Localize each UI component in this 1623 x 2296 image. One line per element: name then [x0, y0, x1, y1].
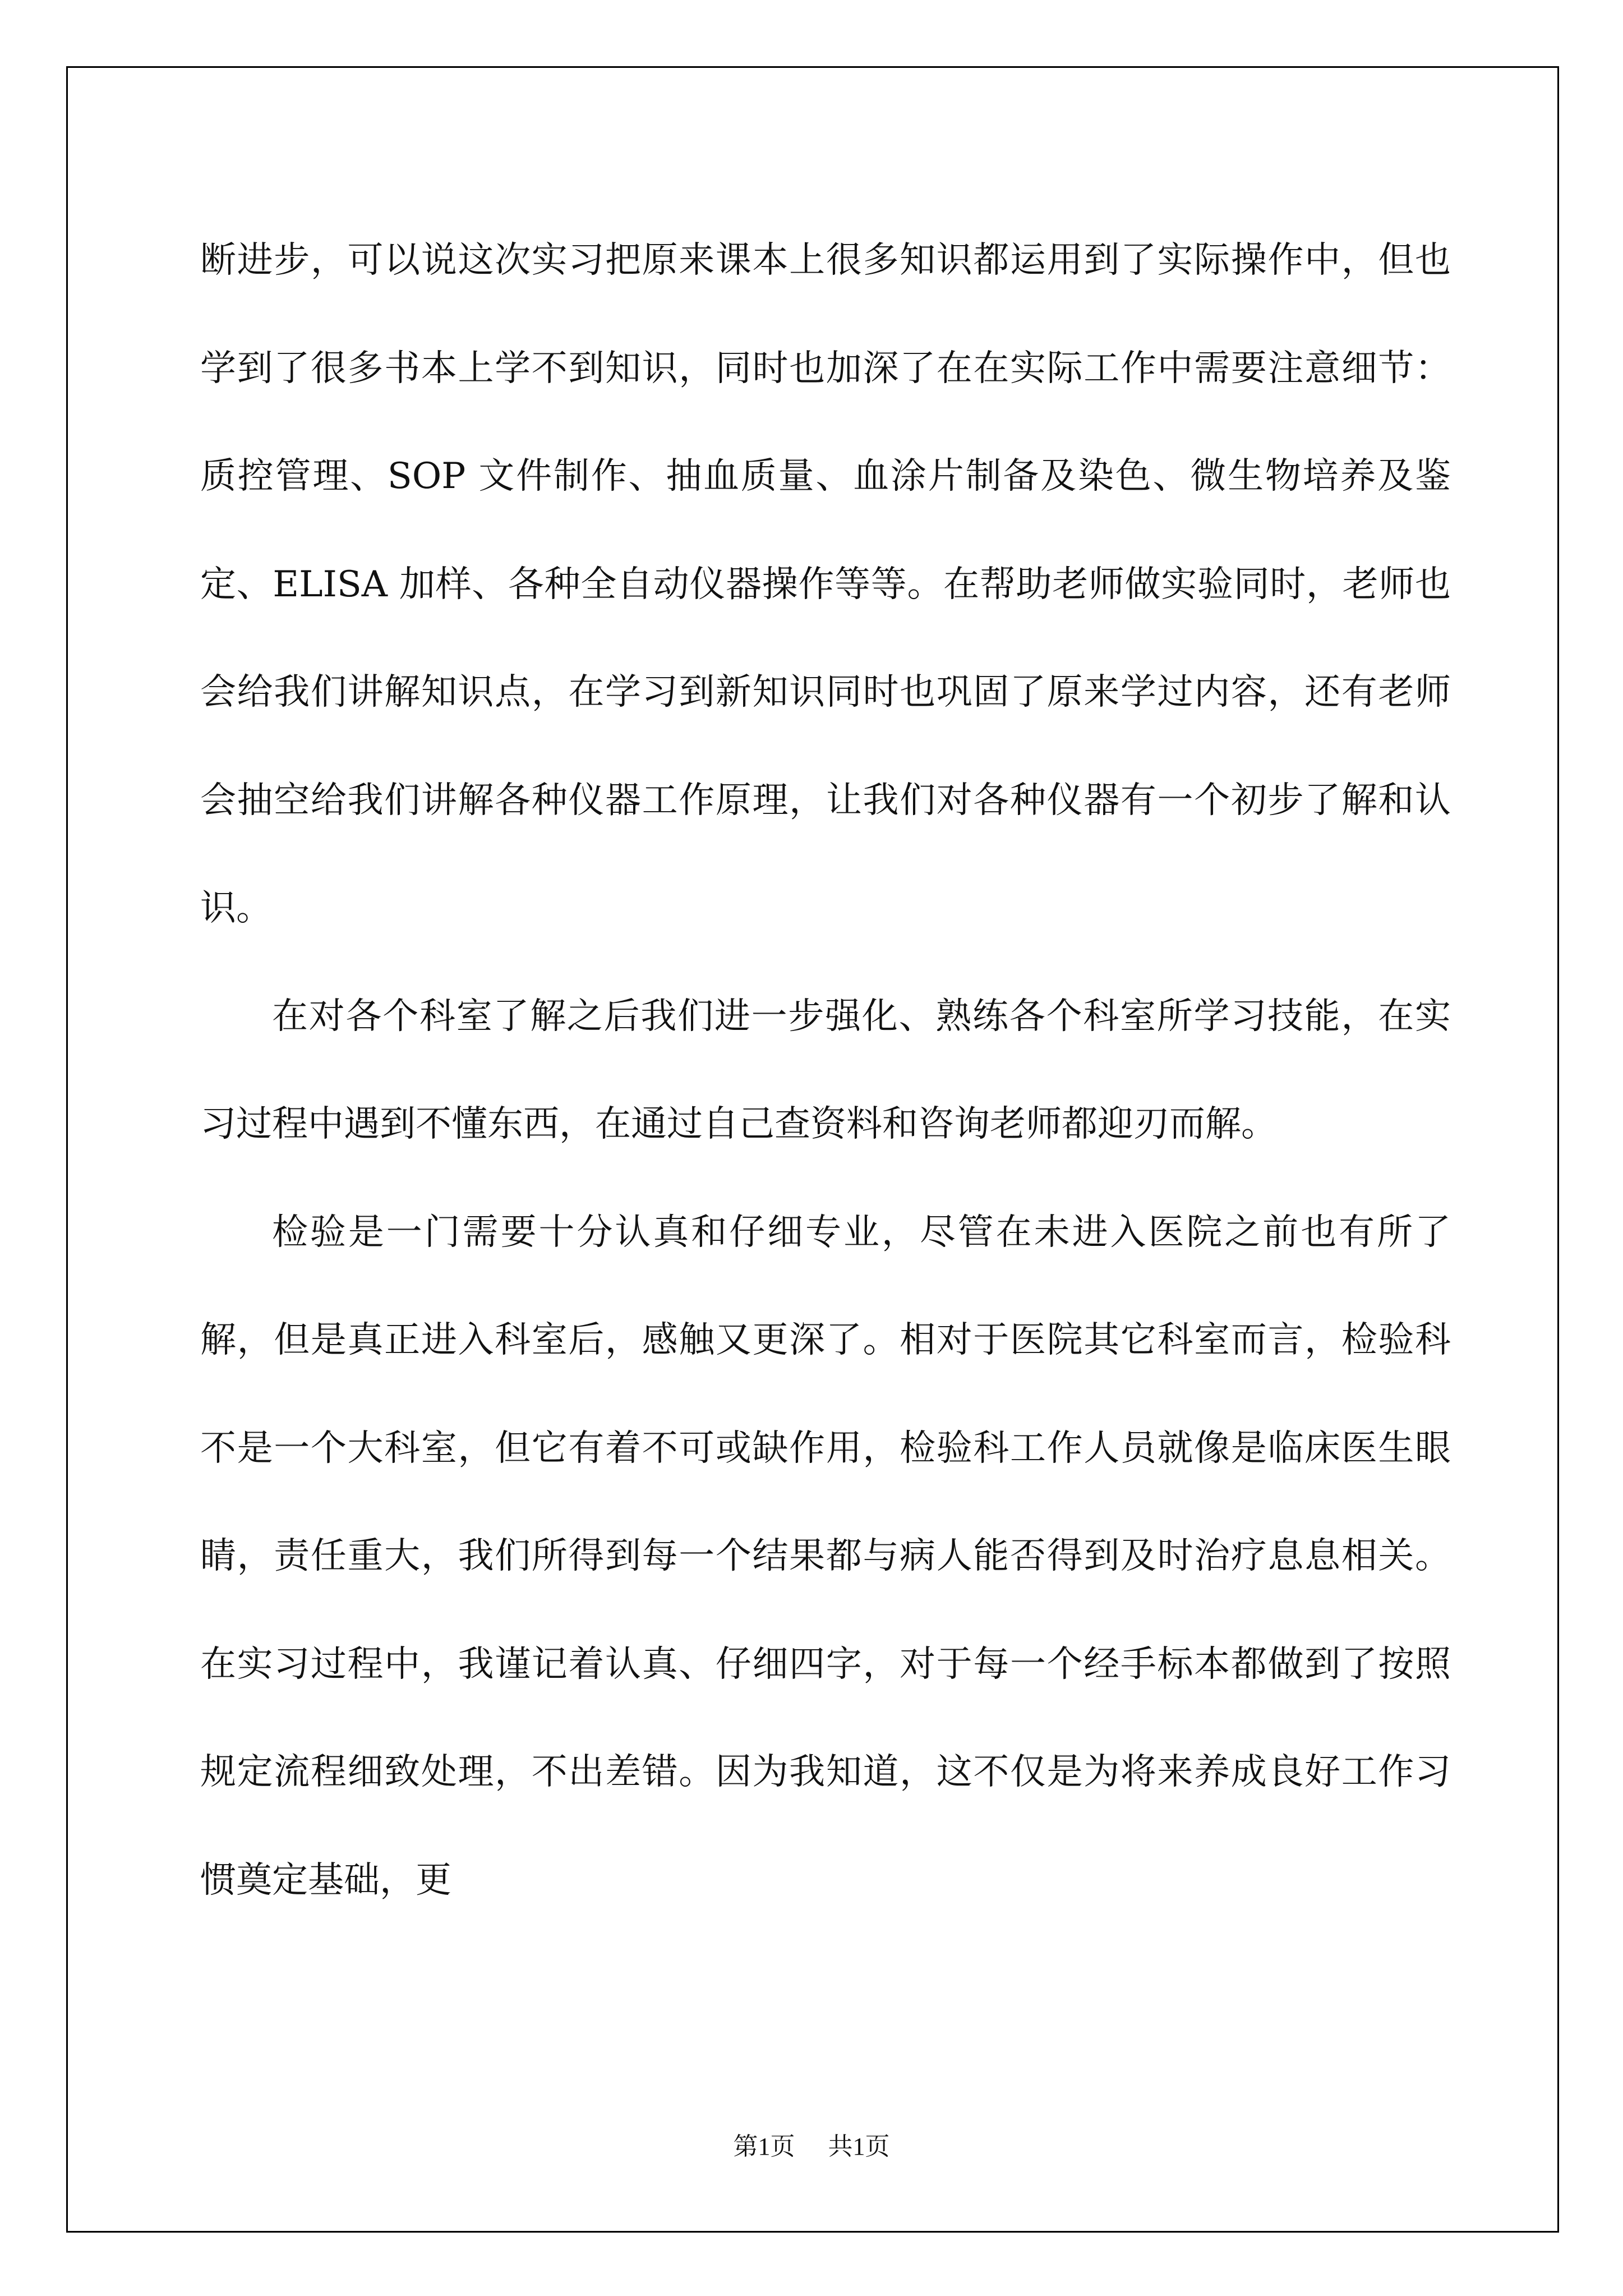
document-body	[200, 206, 1451, 1934]
paragraph-3: 检验是一门需要十分认真和仔细专业，尽管在未进入医院之前也有所了解，但是真正进入科室后，感触又更深了。相对于医院其它科室而言，检验科不是一个大科室，但它有着不可或缺作用，检验科工作人员就像是临床医生眼睛，责任重大，我们所得到每一个结果都与病人能否得到及时治疗息息相关。在实习过程中，我谨记着认真、仔细四字，对于每一个经手标本都做到了按照规定流程细致处理，不出差错。因为我知道，这不仅是为将来养成良好工作习惯奠定基础，更	[200, 1211, 1451, 1901]
paragraph-1: 断进步，可以说这次实习把原来课本上很多知识都运用到了实际操作中，但也学到了很多书本上学不到知识，同时也加深了在在实际工作中需要注意细节：质控管理、SOP 文件制作、抽血质量、血涂片制备及染色、微生物培养及鉴定、ELISA 加样、各种全自动仪器操作等等。在帮助老师做实验同时，老师也会给我们讲解知识点，在学习到新知识同时也巩固了原来学过内容，还有老师会抽空给我们讲解各种仪器工作原理，让我们对各种仪器有一个初步了解和认识。	[200, 240, 1451, 929]
page-footer	[0, 2126, 1623, 2162]
page-number: 第1页	[733, 2133, 795, 2160]
page-total: 共1页	[828, 2133, 890, 2160]
paragraph-2: 在对各个科室了解之后我们进一步强化、熟练各个科室所学习技能，在实习过程中遇到不懂东西，在通过自己查资料和咨询老师都迎刃而解。	[200, 995, 1451, 1145]
